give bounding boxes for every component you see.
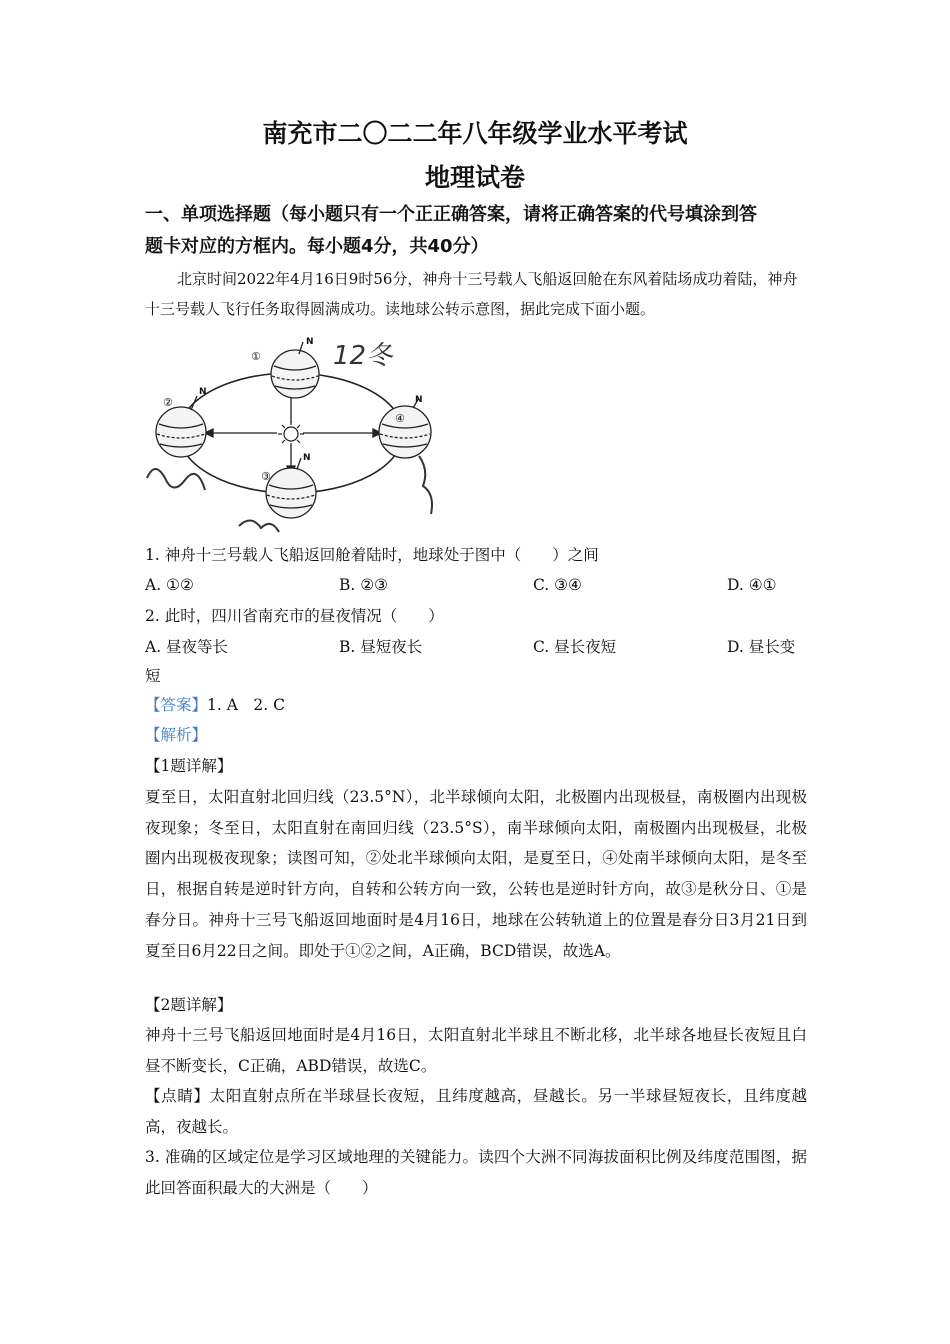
q3-stem: 3. 准确的区域定位是学习区域地理的关键能力。读四个大洲不同海拔面积比例及纬度范围图，据此回答面积最大的大洲是（ ） [145, 1148, 807, 1197]
q1-option-a: A. ①② [145, 576, 194, 594]
orbit-arrows [205, 386, 381, 474]
label-position-1: ① [251, 350, 261, 363]
tip-paragraph [145, 1081, 807, 1142]
q2-option-a: A. 昼夜等长 [145, 638, 229, 656]
earth-globe-1 [271, 342, 319, 398]
north-label-4: N [415, 395, 423, 405]
detail2-tag: 【2题详解】 [145, 996, 233, 1014]
analysis-tag: 【解析】 [145, 726, 208, 744]
section-heading-line2: 题卡对应的方框内。每小题4分，共40分） [145, 236, 489, 257]
handwriting-scribble-bottom [239, 520, 279, 532]
label-position-3: ③ [261, 470, 271, 483]
answer-text: 1. A 2. C [207, 696, 286, 714]
q2-option-b: B. 昼短夜长 [339, 638, 423, 656]
label-position-4: ④ [395, 412, 405, 425]
handwriting-scribble-left [147, 469, 205, 490]
detail2-text: 神舟十三号飞船返回地面时是4月16日，太阳直射北半球且不断北移，北半球各地昼长夜短且白昼不断变长，C正确，ABD错误，故选C。 [145, 1026, 807, 1075]
sun-icon [278, 421, 304, 447]
tip-tag: 【点睛】 [145, 1087, 210, 1105]
section-heading-line1: 一、单项选择题（每小题只有一个正正确答案，请将正确答案的代号填涂到答 [145, 204, 757, 225]
q1-option-b: B. ②③ [339, 576, 389, 594]
q2-option-c: C. 昼长夜短 [533, 638, 617, 656]
handwritten-note: 12冬 [333, 341, 393, 371]
north-label-3: N [303, 453, 311, 463]
earth-revolution-diagram [143, 328, 443, 533]
q1-option-d: D. ④① [727, 576, 777, 594]
q2-option-d: D. 昼长变 [727, 638, 796, 656]
intro-paragraph: 北京时间2022年4月16日9时56分，神舟十三号载人飞船返回舱在东风着陆场成功着陆，神舟十三号载人飞行任务取得圆满成功。读地球公转示意图，据此完成下面小题。 [145, 270, 798, 318]
handwriting-scribble-right [419, 456, 432, 514]
north-label-1: N [306, 337, 314, 347]
detail1-text: 夏至日，太阳直射北回归线（23.5°N），北半球倾向太阳，北极圈内出现极昼，南极圈内出现极夜现象；冬至日，太阳直射在南回归线（23.5°S），南半球倾向太阳，南极圈内出现极昼，北极圈内出现极夜现象；读图可知，②处北半球倾向太阳，是夏至日，④处南半球倾向太阳，是冬至日，根据自转是逆时针方向，自转和公转方向一致，公转也是逆时针方向，故③是秋分日、①是春分日。神舟十三号飞船返回地面时是4月16日，地球在公转轨道上的位置是春分日3月21日到夏至日6月22日之间。即处于①②之间，A正确，BCD错误，故选A。 [145, 788, 807, 960]
tip-text: 太阳直射点所在半球昼长夜短，且纬度越高，昼越长。另一半球昼短夜长，且纬度越高，夜越长。 [145, 1087, 807, 1136]
q1-option-c: C. ③④ [533, 576, 582, 594]
north-label-2: N [199, 387, 207, 397]
answer-line [145, 690, 805, 720]
q2-option-d-wrap: 短 [145, 667, 161, 685]
exam-title: 南充市二〇二二年八年级学业水平考试 [262, 119, 688, 148]
exam-subtitle: 地理试卷 [424, 163, 525, 192]
q2-stem: 2. 此时，四川省南充市的昼夜情况（ ） [145, 607, 444, 625]
earth-globe-4 [379, 398, 431, 458]
q1-stem: 1. 神舟十三号载人飞船返回舱着陆时，地球处于图中（ ）之间 [145, 546, 599, 564]
detail1-tag: 【1题详解】 [145, 757, 233, 775]
label-position-2: ② [163, 396, 173, 409]
answer-tag: 【答案】 [145, 696, 208, 714]
